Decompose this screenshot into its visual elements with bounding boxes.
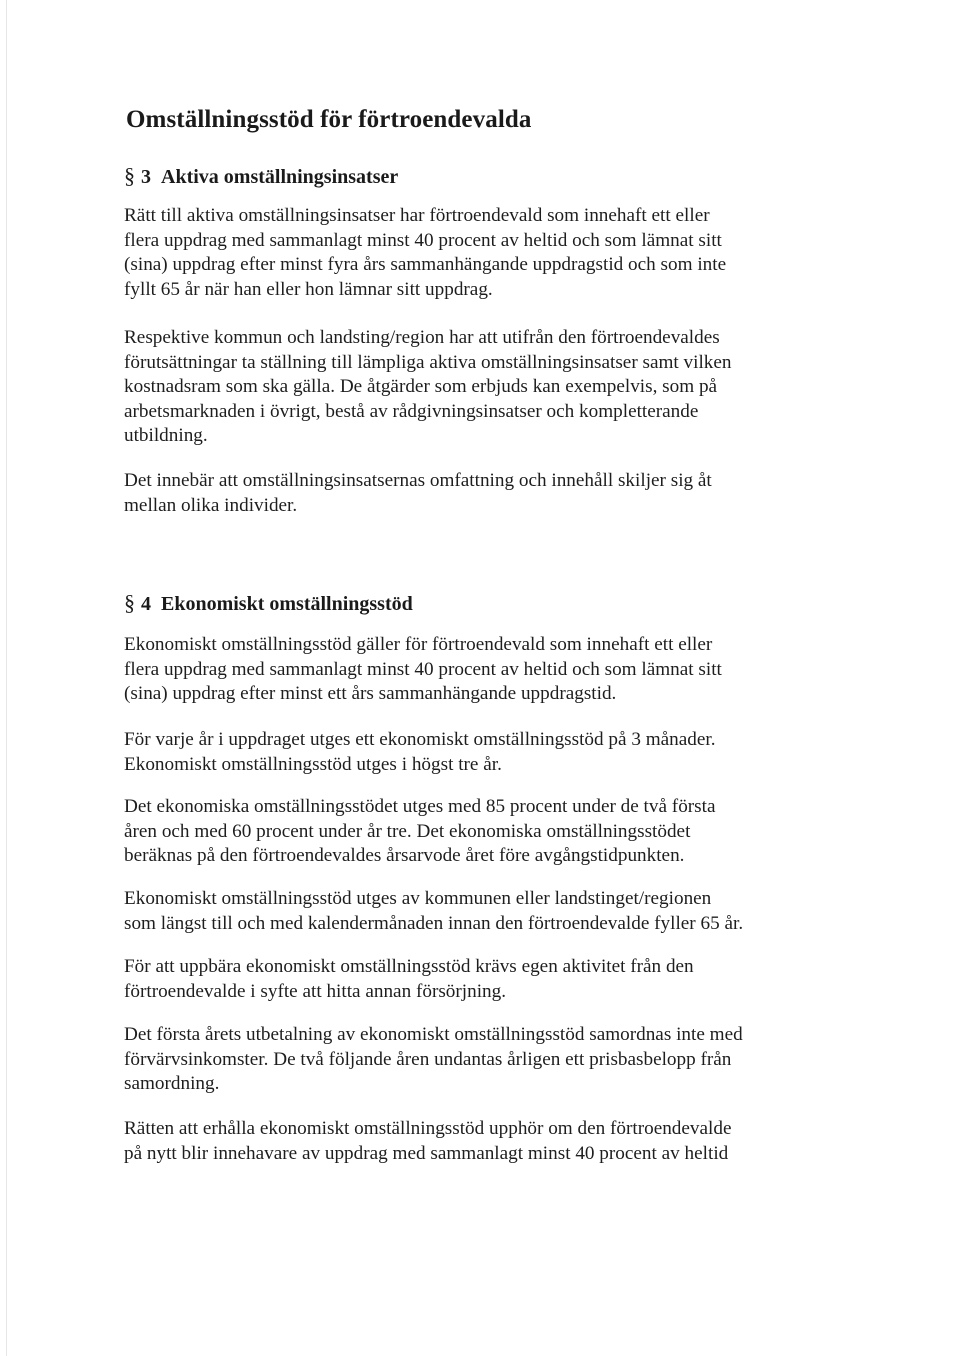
text-line: Rätten att erhålla ekonomiskt omställningsstöd upphör om den förtroendevalde xyxy=(124,1118,732,1139)
text-line: Ekonomiskt omställningsstöd utges i högst tre år. xyxy=(124,753,502,775)
paragraph xyxy=(124,1023,743,1097)
text-line: som längst till och med kalendermånaden innan den förtroendevalde fyller 65 år. xyxy=(124,912,744,934)
text-line: fyllt 65 år när han eller hon lämnar sitt uppdrag. xyxy=(124,278,493,300)
paragraph xyxy=(124,469,712,518)
text-line: Det första årets utbetalning av ekonomiskt omställningsstöd samordnas inte med xyxy=(124,1024,743,1045)
section-3-heading xyxy=(124,163,398,189)
text-line: (sina) uppdrag efter minst ett års sammanhängande uppdragstid. xyxy=(124,683,617,704)
section-number: 4 xyxy=(141,593,151,615)
paragraph xyxy=(124,795,716,869)
text-line: Det ekonomiska omställningsstödet utges med 85 procent under de två första xyxy=(124,796,716,817)
paragraph xyxy=(124,887,743,936)
section-4-heading xyxy=(124,590,413,616)
text-line: (sina) uppdrag efter minst fyra års sammanhängande uppdragstid och som inte xyxy=(124,254,727,275)
section-heading-text: Ekonomiskt omställningsstöd xyxy=(161,593,413,615)
paragraph xyxy=(124,633,722,707)
text-line: utbildning. xyxy=(124,425,208,446)
paragraph xyxy=(124,326,732,449)
text-line: För att uppbära ekonomiskt omställningsstöd krävs egen aktivitet från den xyxy=(124,956,694,977)
section-symbol: § xyxy=(124,590,135,615)
text-line: flera uppdrag med sammanlagt minst 40 procent av heltid och som lämnat sitt xyxy=(124,229,722,251)
document-title: Omställningsstöd för förtroendevalda xyxy=(126,106,532,133)
section-heading-text: Aktiva omställningsinsatser xyxy=(161,166,399,188)
text-line: åren och med 60 procent under år tre. Det ekonomiska omställningsstödet xyxy=(124,820,691,842)
text-line: Ekonomiskt omställningsstöd gäller för förtroendevald som innehaft ett eller xyxy=(124,634,713,655)
section-symbol: § xyxy=(124,163,135,188)
text-line: För varje år i uppdraget utges ett ekonomiskt omställningsstöd på 3 månader. xyxy=(124,729,716,750)
text-line: mellan olika individer. xyxy=(124,494,298,516)
text-line: Det innebär att omställningsinsatsernas omfattning och innehåll skiljer sig åt xyxy=(124,470,712,491)
paragraph xyxy=(124,728,716,777)
text-line: förutsättningar ta ställning till lämpliga aktiva omställningsinsatser samt vilken xyxy=(124,351,732,373)
text-line: på nytt blir innehavare av uppdrag med sammanlagt minst 40 procent av heltid xyxy=(124,1142,729,1164)
text-line: Respektive kommun och landsting/region har att utifrån den förtroendevaldes xyxy=(124,327,720,348)
text-line: arbetsmarknaden i övrigt, bestå av rådgivningsinsatser och kompletterande xyxy=(124,400,699,422)
text-line: kostnadsram som ska gälla. De åtgärder som erbjuds kan exempelvis, som på xyxy=(124,376,718,397)
section-number: 3 xyxy=(141,166,151,188)
text-line: förtroendevalde i syfte att hitta annan försörjning. xyxy=(124,980,507,1002)
text-line: Ekonomiskt omställningsstöd utges av kommunen eller landstinget/regionen xyxy=(124,888,712,909)
text-line: Rätt till aktiva omställningsinsatser har förtroendevald som innehaft ett eller xyxy=(124,205,710,226)
text-line: samordning. xyxy=(124,1073,220,1094)
paragraph xyxy=(124,204,726,302)
text-line: förvärvsinkomster. De två följande åren undantas årligen ett prisbasbelopp från xyxy=(124,1048,732,1070)
text-line: beräknas på den förtroendevaldes årsarvode året före avgångstidpunkten. xyxy=(124,845,685,866)
text-line: flera uppdrag med sammanlagt minst 40 procent av heltid och som lämnat sitt xyxy=(124,658,722,680)
paragraph xyxy=(124,955,694,1004)
paragraph xyxy=(124,1117,731,1166)
